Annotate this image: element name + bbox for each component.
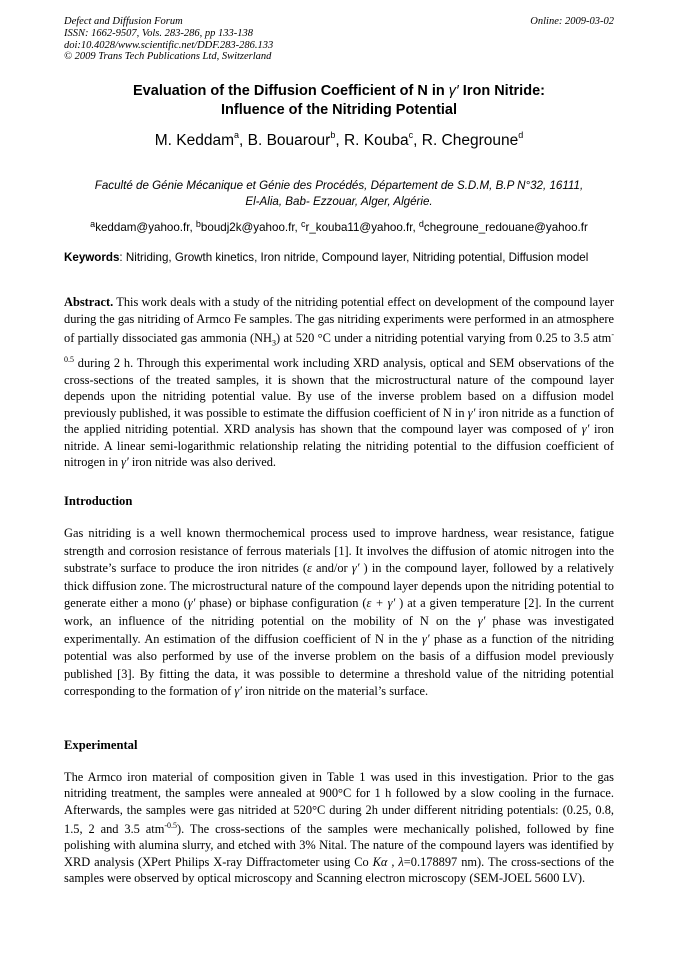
title-part1: Evaluation of the Diffusion Coefficient of N in <box>133 83 445 99</box>
gamma-symbol: γ′ <box>422 631 430 646</box>
experimental-heading: Experimental <box>64 738 138 752</box>
abstract-text-5: iron nitride. A linear semi-logarithmic relationship relating the nitriding potential to the diffusion coefficient of nitrogen in <box>64 422 614 470</box>
author-list: M. Keddam$^a$, B. Bouarour$^b$, R. Kouba$^c$, R. Chegroune$^d$ <box>154 130 524 149</box>
doi-line: doi:10.4028/www.scientific.net/DDF.283-286.133 <box>64 39 274 51</box>
affiliation-line2: El-Alia, Bab- Ezzouar, Alger, Algérie. <box>245 195 433 208</box>
email-2-mark: b <box>195 219 201 229</box>
keywords <box>64 248 614 268</box>
journal-name: Defect and Diffusion Forum <box>64 16 183 27</box>
affiliation-line1: Faculté de Génie Mécanique et Génie des Procédés, Département de S.D.M, B.P N°32, 16111, <box>94 179 584 192</box>
introduction-body <box>64 525 614 701</box>
exp-sup: -0.5 <box>164 820 178 830</box>
email-3-mark: c <box>301 219 306 229</box>
abstract-sub: 3 <box>272 338 276 348</box>
intro-text-4: phase) or biphase configuration ( <box>195 596 367 611</box>
abstract-text-2: ) at 520 °C under a nitriding potential varying from 0.25 to 3.5 atm <box>276 331 612 346</box>
title-gamma: γ′ <box>448 83 459 99</box>
exp-text-2: ). The cross-sections of the samples were mechanically polished, followed by fine polishing with alumina slurry, and etched with 3% Nital. The nature of the compound layers was identified by XRD analysis (XPert Philips X-ray Diffractometer using Co <box>64 822 614 869</box>
epsilon-gamma-symbol: ε + γ′ <box>366 596 396 611</box>
author-3-mark: c <box>408 130 414 140</box>
gamma-symbol: γ′ <box>467 405 476 420</box>
title-part2: Iron Nitride: <box>462 83 545 99</box>
author-3: R. Kouba <box>343 132 409 149</box>
online-date: Online: 2009-03-02 <box>530 16 614 27</box>
exp-text-3: , <box>387 854 399 869</box>
gamma-symbol: γ′ <box>187 596 196 611</box>
paper-title <box>64 82 614 120</box>
email-4-mark: d <box>418 219 424 229</box>
author-1: M. Keddam <box>154 132 234 149</box>
intro-text-6: phase was investigated experimentally. An estimation of the diffusion coefficient of N in the <box>64 613 614 646</box>
journal-header <box>64 16 614 63</box>
gamma-symbol: γ′ <box>121 455 129 470</box>
email-1: keddam@yahoo.fr, <box>95 221 196 234</box>
email-1-mark: a <box>90 219 96 229</box>
k-alpha-symbol: Kα <box>372 854 388 869</box>
author-2-mark: b <box>330 130 336 140</box>
title-line2: Influence of the Nitriding Potential <box>220 102 458 118</box>
experimental-body <box>64 769 614 886</box>
introduction-heading: Introduction <box>64 494 133 508</box>
email-3: r_kouba11@yahoo.fr, <box>305 221 419 234</box>
author-1-mark: a <box>233 130 239 140</box>
intro-text-1: Gas nitriding is a well known thermochemical process used to improve hardness, wear resistance, fatigue strength and corrosion resistance of ferrous materials [1]. It involves the diffusion of atomic nitrogen into the substrate’s surface to produce the iron nitrides ( <box>64 526 614 576</box>
intro-text-3: ) in the compound layer, followed by a relatively thick diffusion zone. The microstructural nature of the compound layer depends upon the nitriding potential to generate either a mono ( <box>64 561 614 611</box>
abstract-text-6: iron nitride was also derived. <box>128 455 277 470</box>
intro-text-2: and/or <box>311 561 352 576</box>
gamma-symbol: γ′ <box>581 422 590 437</box>
exp-text-1: The Armco iron material of composition given in Table 1 was used in this investigation. Prior to the gas nitriding treatment, the samples were annealed at 900°C for 1 h followed by a slow cooling in the furnace. Afterwards, the samples were gas nitrided at 520°C during 2h under different nitriding potentials: (0.25, 0.8, 1.5, 2 and 3.5 atm <box>64 770 614 837</box>
abstract-label: Abstract. <box>64 295 114 309</box>
email-4: chegroune_redouane@yahoo.fr <box>423 221 588 234</box>
abstract-text-3: during 2 h. Through this experimental work including XRD analysis, optical and SEM observations of the cross-sections of the treated samples, it is shown that the microstructural nature of the compound layer depends upon the nitriding potential value. By use of the inverse problem based on a diffusion model previously published, it was possible to estimate the diffusion coefficient of N in <box>64 356 614 420</box>
author-4: R. Chegroune <box>421 132 519 149</box>
exp-text-4: =0.178897 nm). The cross-sections of the samples were observed by optical microscopy and Scanning electron microscopy (SEM-JOEL 5600 LV). <box>64 854 615 885</box>
author-4-mark: d <box>518 130 524 140</box>
copyright-line: © 2009 Trans Tech Publications Ltd, Switzerland <box>64 51 272 63</box>
abstract-text-1: This work deals with a study of the nitriding potential effect on development of the compound layer during the gas nitriding of Armco Fe samples. The gas nitriding experiments were performed in an atmosphere of partially dissociated gas ammonia (NH <box>64 295 614 346</box>
gamma-symbol: γ′ <box>234 684 242 699</box>
author-2: B. Bouarour <box>247 132 331 149</box>
intro-text-8: iron nitride on the material’s surface. <box>241 684 429 699</box>
abstract-sup: -0.5 <box>64 330 614 365</box>
lambda-symbol: λ <box>398 854 404 869</box>
gamma-symbol: γ′ <box>351 561 360 576</box>
email-2: boudj2k@yahoo.fr, <box>200 221 301 234</box>
email-list <box>64 221 614 234</box>
intro-text-7: phase as a function of the nitriding potential was also performed by use of the inverse problem on the basis of a diffusion model previously published [3]. By fitting the data, it was possible to determine a threshold value of the nitriding potential corresponding to the formation of <box>64 631 614 699</box>
intro-text-5: ) at a given temperature [2]. In the current work, an influence of the nitriding potential on the mobility of N on the <box>64 596 614 628</box>
epsilon-symbol: ε <box>307 561 312 576</box>
issn-line: ISSN: 1662-9507, Vols. 283-286, pp 133-138 <box>64 27 253 39</box>
abstract <box>64 294 614 471</box>
affiliation <box>64 178 614 210</box>
keywords-label: Keywords <box>64 251 120 264</box>
gamma-symbol: γ′ <box>477 613 486 628</box>
keywords-text: : Nitriding, Growth kinetics, Iron nitride, Compound layer, Nitriding potential, Diffusion model <box>119 251 589 264</box>
abstract-text-4: iron nitride as a function of the applied nitriding potential. XRD analysis has shown that the compound layer was composed of <box>64 405 615 437</box>
